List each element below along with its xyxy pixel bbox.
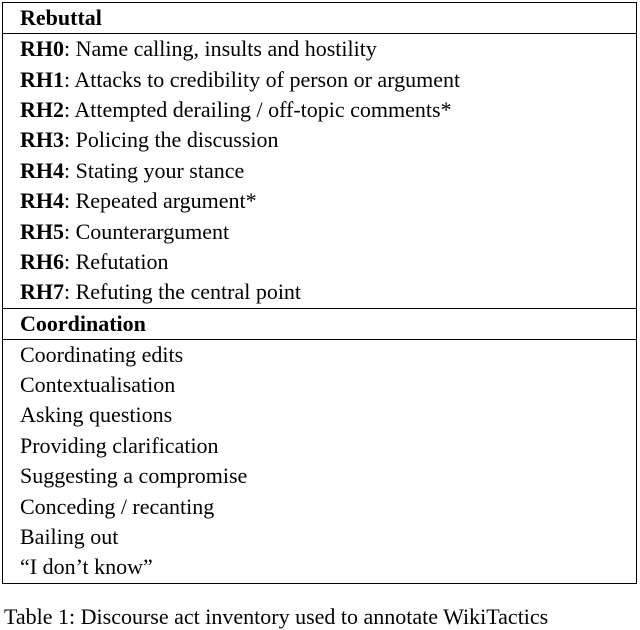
rebuttal-code: RH5 [20, 218, 64, 244]
coordination-row [3, 370, 637, 400]
rebuttal-code: RH2 [20, 96, 64, 122]
coordination-row [3, 552, 637, 583]
rebuttal-label: : Stating your stance [64, 157, 245, 183]
rebuttal-code: RH1 [20, 66, 64, 92]
table-caption: Table 1: Discourse act inventory used to annotate WikiTactics [4, 604, 549, 629]
coordination-row [3, 461, 637, 491]
rebuttal-row [3, 95, 637, 125]
rebuttal-row [3, 156, 637, 186]
coordination-header-row [3, 308, 637, 339]
coordination-label: Providing clarification [3, 431, 637, 461]
rebuttal-header-row [3, 3, 637, 34]
coordination-label: Bailing out [3, 522, 637, 552]
rebuttal-label: : Refuting the central point [64, 279, 302, 305]
coordination-row [3, 339, 637, 370]
coordination-row [3, 522, 637, 552]
coordination-label: Conceding / recanting [3, 491, 637, 521]
coordination-label: Asking questions [3, 400, 637, 430]
discourse-act-table [2, 2, 637, 584]
coordination-label: Suggesting a compromise [3, 461, 637, 491]
rebuttal-label: : Counterargument [64, 218, 230, 244]
rebuttal-code: RH0 [20, 36, 64, 62]
rebuttal-row [3, 216, 637, 246]
rebuttal-label: : Refutation [64, 248, 169, 274]
rebuttal-row [3, 277, 637, 308]
rebuttal-code: RH3 [20, 127, 64, 153]
rebuttal-header: Rebuttal [3, 3, 637, 34]
coordination-header: Coordination [3, 308, 637, 339]
rebuttal-code: RH7 [20, 279, 64, 305]
rebuttal-code: RH4 [20, 188, 64, 214]
coordination-label: “I don’t know” [3, 552, 637, 583]
rebuttal-label: : Attempted derailing / off-topic comments* [64, 96, 452, 122]
rebuttal-code: RH6 [20, 248, 64, 274]
coordination-label: Coordinating edits [3, 339, 637, 370]
rebuttal-row [3, 125, 637, 155]
rebuttal-label: : Name calling, insults and hostility [64, 36, 377, 62]
coordination-row [3, 491, 637, 521]
rebuttal-row [3, 186, 637, 216]
rebuttal-code: RH4 [20, 157, 64, 183]
rebuttal-label: : Repeated argument* [64, 188, 257, 214]
coordination-row [3, 400, 637, 430]
coordination-label: Contextualisation [3, 370, 637, 400]
rebuttal-row [3, 64, 637, 94]
coordination-row [3, 431, 637, 461]
rebuttal-row [3, 247, 637, 277]
rebuttal-label: : Policing the discussion [64, 127, 279, 153]
discourse-act-table-grid [2, 2, 637, 584]
rebuttal-row [3, 34, 637, 65]
rebuttal-label: : Attacks to credibility of person or argument [64, 66, 461, 92]
